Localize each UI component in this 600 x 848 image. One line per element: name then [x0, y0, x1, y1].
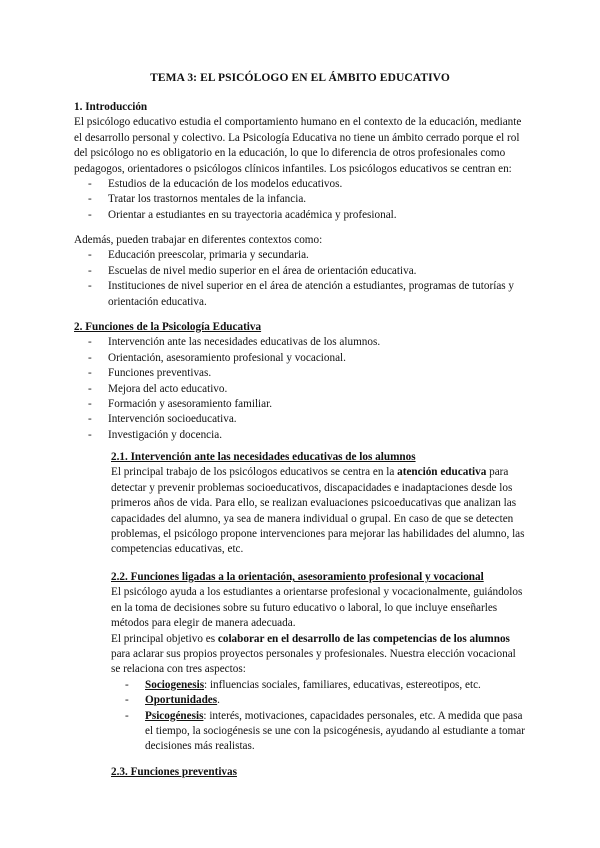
- list-item: [111, 709, 526, 755]
- list-item: - Mejora del acto educativo.: [74, 382, 526, 397]
- paragraph: [111, 465, 526, 557]
- list-item: - Tratar los trastornos mentales de la infancia.: [74, 192, 526, 207]
- aspects-list: [111, 678, 526, 755]
- list-item: - Intervención socioeducativa.: [74, 412, 526, 427]
- section-heading: 1. Introducción: [74, 101, 148, 113]
- bullet-list: [74, 335, 526, 443]
- subsection-heading: 2.3. Funciones preventivas: [111, 766, 237, 778]
- list-item: - Orientación, asesoramiento profesional y vocacional.: [74, 351, 526, 366]
- subsection-heading: 2.1. Intervención ante las necesidades educativas de los alumnos: [111, 451, 416, 463]
- page-title: TEMA 3: EL PSICÓLOGO EN EL ÁMBITO EDUCATIVO: [150, 72, 450, 84]
- bullet-list: [74, 177, 526, 223]
- aspect-term: Sociogenesis: [145, 678, 205, 691]
- list-item: [111, 693, 526, 708]
- aspect-term: Psicogénesis: [145, 709, 204, 722]
- list-item: - Estudios de la educación de los modelos educativos.: [74, 177, 526, 192]
- aspect-term: Oportunidades: [145, 694, 218, 707]
- list-item: - Escuelas de nivel medio superior en el área de orientación educativa.: [74, 264, 526, 279]
- list-item: - Funciones preventivas.: [74, 366, 526, 381]
- list-item: - Instituciones de nivel superior en el área de atención a estudiantes, programas de tutorías y orientación educativa.: [74, 279, 526, 310]
- list-item: - Formación y asesoramiento familiar.: [74, 397, 526, 412]
- list-item: [111, 678, 526, 693]
- bullet-list: [74, 248, 526, 310]
- aspect-desc: : interés, motivaciones, capacidades personales, etc. A medida que pasa el tiempo, la sociogénesis se une con la psicogénesis, ayudando al estudiante a tomar decisiones más realistas.: [145, 709, 525, 753]
- bold-text: atención educativa: [397, 466, 487, 479]
- text-run: El principal objetivo es: [111, 632, 218, 645]
- paragraph: El psicólogo educativo estudia el comportamiento humano en el contexto de la educación, mediante el desarrollo personal y colectivo. La Psicología Educativa no tiene un ámbito cerrado porque el rol del psicólogo no es obligatorio en la educación, lo que lo diferencia de otros profesionales como pedagogos, orientadores o psicólogos clínicos infantiles. Los psicólogos educativos se centran en:: [74, 116, 522, 175]
- section-heading: 2. Funciones de la Psicología Educativa: [74, 321, 262, 333]
- list-item: - Intervención ante las necesidades educativas de los alumnos.: [74, 335, 526, 350]
- list-item: - Educación preescolar, primaria y secundaria.: [74, 248, 526, 263]
- section-funciones: [74, 320, 526, 443]
- bold-text: colaborar en el desarrollo de las competencias de los alumnos: [217, 632, 510, 645]
- aspect-desc: : influencias sociales, familiares, educativas, estereotipos, etc.: [204, 678, 481, 691]
- paragraph: [111, 632, 526, 678]
- subsection-heading: 2.2. Funciones ligadas a la orientación, asesoramiento profesional y vocacional: [111, 571, 484, 583]
- subsection-2-1: [111, 450, 526, 558]
- subsection-2-3: [111, 765, 526, 780]
- section-introduccion: [74, 100, 526, 223]
- aspect-desc: .: [217, 694, 220, 707]
- text-run: para detectar y prevenir problemas socioeducativos, discapacidades e inadaptaciones desde los primeros años de vida. Para ello, se realizan evaluaciones psicoeducativas que analizan las capacidades del alumno, ya sea de manera individual o grupal. En caso de que se detecten problemas, el psicólogo propone intervenciones para mejorar las habilidades del alumno, las competencias educativas, etc.: [111, 466, 525, 556]
- list-item: - Investigación y docencia.: [74, 428, 526, 443]
- paragraph: Además, pueden trabajar en diferentes contextos como:: [74, 234, 323, 246]
- text-run: El principal trabajo de los psicólogos educativos se centra en la: [111, 466, 398, 479]
- subsection-2-2: [111, 570, 526, 755]
- text-run: para aclarar sus propios proyectos personales y profesionales. Nuestra elección vocacional se relaciona con tres aspectos:: [111, 648, 516, 676]
- section-contextos: [74, 233, 526, 310]
- paragraph: El psicólogo ayuda a los estudiantes a orientarse profesional y vocacionalmente, guiándolos en la toma de decisiones sobre su futuro educativo o laboral, lo que incluye enseñarles métodos para elegir de manera adecuada.: [111, 586, 523, 630]
- list-item: - Orientar a estudiantes en su trayectoria académica y profesional.: [74, 208, 526, 223]
